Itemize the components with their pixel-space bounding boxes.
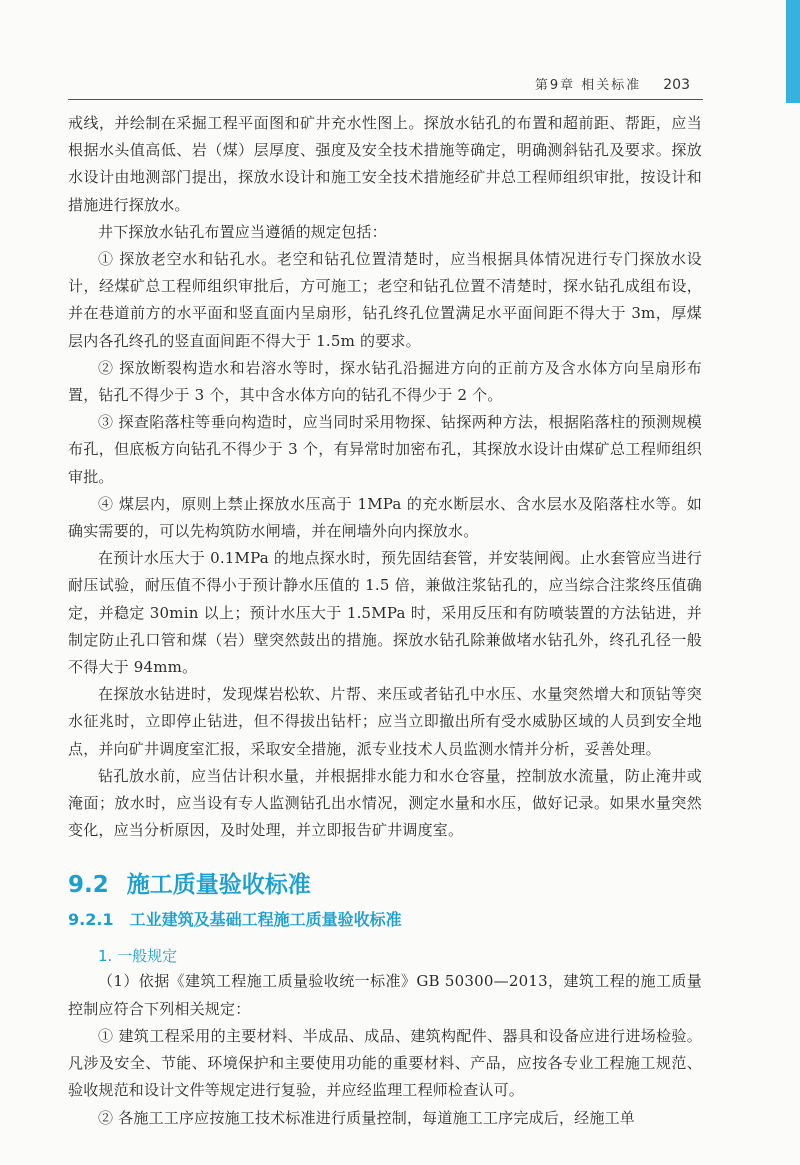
body-paragraph: 在预计水压大于 0.1MPa 的地点探水时，预先固结套管，并安装闸阀。止水套管应当进行耐压试验，耐压值不得小于预计静水压值的 1.5 倍，兼做注浆钻孔的，应当综合注浆终压值确定，并稳定 30min 以上；预计水压大于 1.5MPa 时，采用反压和有防喷装置的方法钻进，并制定防止孔口管和煤（岩）壁突然鼓出的措施。探放水钻孔除兼做堵水钻孔外，终孔孔径一般不得大于 94mm。 [68,549,702,677]
body-paragraph: ① 探放老空水和钻孔水。老空和钻孔位置清楚时，应当根据具体情况进行专门探放水设计，经煤矿总工程师组织审批后，方可施工；老空和钻孔位置不清楚时，探水钻孔成组布设，并在巷道前方的水平面和竖直面内呈扇形，钻孔终孔位置满足水平面间距不得大于 3m，厚煤层内各孔终孔的竖直面间距不得大于 1.5m 的要求。 [68,250,702,350]
body-paragraph: ① 建筑工程采用的主要材料、半成品、成品、建筑构配件、器具和设备应进行进场检验。凡涉及安全、节能、环境保护和主要使用功能的重要材料、产品，应按各专业工程施工规范、验收规范和设计文件等规定进行复验，并应经监理工程师检查认可。 [68,1026,702,1100]
chapter-side-tab [786,0,800,103]
body-paragraph: 在探放水钻进时，发现煤岩松软、片帮、来压或者钻孔中水压、水量突然增大和顶钻等突水征兆时，立即停止钻进，但不得拔出钻杆；应当立即撤出所有受水威胁区域的人员到安全地点，并向矿井调度室汇报，采取安全措施，派专业技术人员监测水情并分析，妥善处理。 [68,685,702,758]
body-paragraph: 戒线，并绘制在采掘工程平面图和矿井充水性图上。探放水钻孔的布置和超前距、帮距，应当根据水头值高低、岩（煤）层厚度、强度及安全技术措施等确定，明确测斜钻孔及要求。探放水设计由地测部门提出，探放水设计和施工安全技术措施经矿井总工程师组织审批，按设计和措施进行探放水。 [68,114,702,214]
section-heading-9-2 [68,870,702,900]
body-paragraph: ④ 煤层内，原则上禁止探放水压高于 1MPa 的充水断层水、含水层水及陷落柱水等。如确实需要的，可以先构筑防水闸墙，并在闸墙外向内探放水。 [68,494,702,541]
section-number: 9.2 [68,872,109,899]
subsection-title: 工业建筑及基础工程施工质量验收标准 [129,910,402,930]
body-paragraph: 井下探放水钻孔布置应当遵循的规定包括： [98,222,387,241]
body-paragraph: 钻孔放水前，应当估计积水量，并根据排水能力和水仓容量，控制放水流量，防止淹井或淹面；放水时，应当设有专人监测钻孔出水情况，测定水量和水压，做好记录。如果水量突然变化，应当分析原因，及时处理，并立即报告矿井调度室。 [68,766,702,840]
chapter-title: 第9章 相关标准 [534,78,642,93]
section-title: 施工质量验收标准 [126,872,311,899]
clause-heading-general: 1. 一般规定 [98,947,178,966]
subsection-number: 9.2.1 [68,910,114,930]
body-paragraph: ② 各施工工序应按施工技术标准进行质量控制，每道施工工序完成后，经施工单 [98,1108,635,1127]
body-paragraph: ② 探放断裂构造水和岩溶水等时，探水钻孔沿掘进方向的正前方及含水体方向呈扇形布置，钻孔不得少于 3 个，其中含水体方向的钻孔不得少于 2 个。 [68,358,702,405]
header-rule [68,99,703,100]
page-number: 203 [663,77,690,93]
subsection-heading-9-2-1 [68,908,702,932]
body-paragraph: ③ 探查陷落柱等垂向构造时，应当同时采用物探、钻探两种方法，根据陷落柱的预测规模布孔，但底板方向钻孔不得少于 3 个，有异常时加密布孔，其探放水设计由煤矿总工程师组织审批。 [68,413,702,486]
page-body [68,110,702,1132]
running-header [68,74,690,94]
body-paragraph: （1）依据《建筑工程施工质量验收统一标准》GB 50300—2013，建筑工程的施工质量控制应符合下列相关规定： [68,972,702,1018]
